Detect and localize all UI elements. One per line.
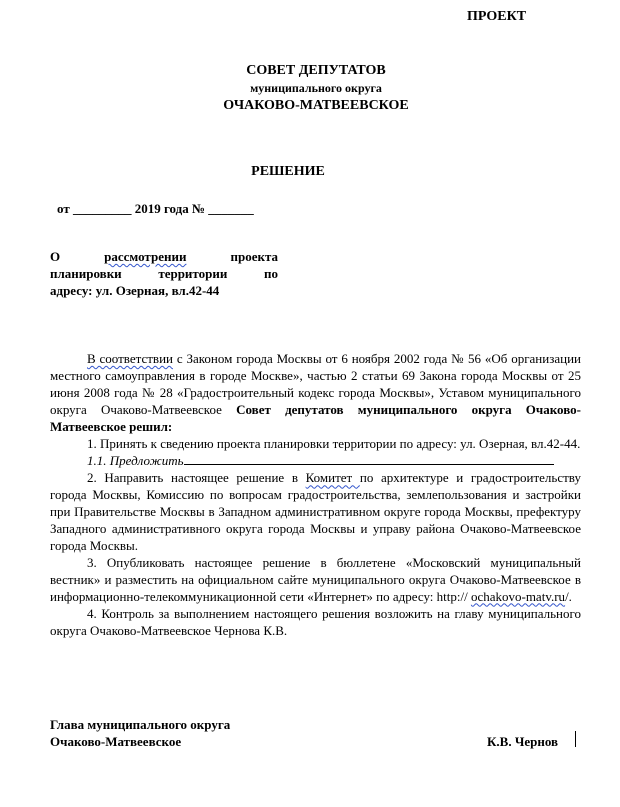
decision-body [50, 351, 581, 639]
header-district: ОЧАКОВО-МАТВЕЕВСКОЕ [223, 98, 409, 113]
decision-title: РЕШЕНИЕ [251, 164, 325, 179]
header-council: СОВЕТ ДЕПУТАТОВ [246, 63, 386, 78]
item-2-start: 2. Направить настоящее решение в [87, 470, 306, 486]
preamble-resolution: Совет депутатов муниципального округа Очаково-Матвеевское решил: [50, 401, 581, 434]
item-1-1-label: 1.1. Предложить [87, 453, 184, 469]
item-3-start: 3. Опубликовать настоящее решение в бюллетене «Московский муниципальный вестник» и разместить на официальном сайте муниципального округа Очаково-Матвеевское в информационно-телекоммуникационной сети «Интернет» по адресу: http:// [50, 554, 581, 604]
decision-subject [50, 248, 278, 299]
subject-line-2: планировки территории по [50, 266, 278, 281]
signature-title [50, 716, 230, 750]
header-municipal: муниципального округа [250, 81, 382, 95]
subject-line-1: О рассмотрении проекта [50, 249, 278, 264]
item-1-1 [50, 452, 581, 470]
date-number-line: от _________ 2019 года № _______ [57, 201, 254, 216]
item-3 [50, 555, 581, 606]
preamble-start: В соответствии [87, 351, 173, 366]
item-2-committee: Комитет [305, 470, 360, 486]
document-header [0, 62, 620, 115]
text-cursor[interactable] [575, 731, 576, 747]
draft-mark: ПРОЕКТ [467, 9, 527, 24]
preamble-paragraph [50, 351, 581, 436]
subject-line-3: адресу: ул. Озерная, вл.42-44 [50, 283, 220, 298]
preamble-text: с Законом города Москвы от 6 ноября 2002 года № 56 «Об организации местного самоуправления в городе Москве», частью 2 статьи 69 Закона города Москвы от 25 июня 2008 года № 28 «Градостроительный кодекс города Москвы», Уставом муниципального округа Очаково-Матвеевское [50, 351, 581, 417]
item-4: 4. Контроль за выполнением настоящего решения возложить на главу муниципального округа Очаково-Матвеевское Чернова К.В. [50, 605, 581, 638]
fill-in-blank-line [184, 452, 554, 465]
item-2-rest: по архитектуре и градостроительству города Москвы, Комиссию по вопросам градостроительства, землепользования и застройки при Правительстве Москвы в Западном административном округе города Москвы, префектуру Западного административного округа города Москвы и управу района Очаково-Матвеевское города Москвы. [50, 470, 581, 553]
item-3-site-link[interactable]: ochakovo-matv.ru [470, 588, 566, 604]
signature-name: К.В. Чернов [487, 734, 559, 749]
signature-title-line-2: Очаково-Матвеевское [50, 734, 182, 749]
item-1: 1. Принять к сведению проекта планировки территории по адресу: ул. Озерная, вл.42-44. [87, 435, 581, 451]
item-2 [50, 470, 581, 555]
item-3-end: /. [565, 588, 572, 604]
signature-title-line-1: Глава муниципального округа [50, 717, 231, 732]
